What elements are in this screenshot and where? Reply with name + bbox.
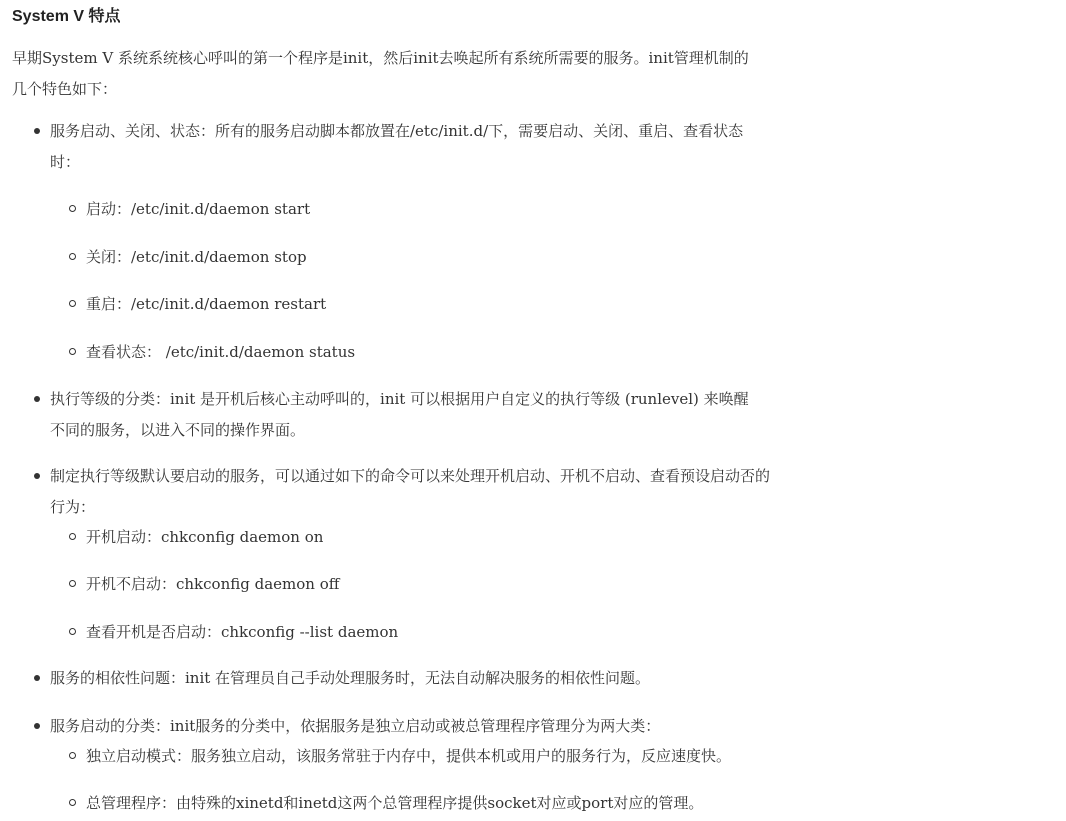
bullet-disc-icon — [34, 473, 40, 479]
bullet-circle-icon — [69, 300, 76, 307]
sub-item-start — [86, 194, 946, 225]
sub-item-chkconfig-off — [86, 569, 946, 600]
list-item-service-control — [50, 116, 930, 178]
list-item-line: 制定执行等级默认要启动的服务，可以通过如下的命令可以来处理开机启动、开机不启动、查看预设启动否的 — [50, 467, 771, 485]
bullet-circle-icon — [69, 533, 76, 540]
bullet-circle-icon — [69, 205, 76, 212]
bullet-disc-icon — [34, 128, 40, 134]
list-item-runlevel — [50, 384, 930, 446]
sub-item-text: 开机不启动：chkconfig daemon off — [86, 575, 340, 593]
list-item-dependency — [50, 663, 930, 694]
sub-item-status — [86, 337, 946, 368]
bullet-disc-icon — [34, 396, 40, 402]
sub-item-text: 关闭：/etc/init.d/daemon stop — [86, 248, 307, 266]
list-item-line: 服务启动、关闭、状态：所有的服务启动脚本都放置在/etc/init.d/下，需要启动、关闭、重启、查看状态 — [50, 122, 744, 140]
list-item-line: 行为： — [50, 498, 96, 516]
list-item-default-services — [50, 461, 930, 523]
sub-item-stop — [86, 242, 946, 273]
list-item-line: 执行等级的分类：init 是开机后核心主动呼叫的，init 可以根据用户自定义的执行等级 (runlevel) 来唤醒 — [50, 390, 749, 408]
list-item-service-categories — [50, 711, 930, 742]
sub-item-restart — [86, 289, 946, 320]
section-heading: System V 特点 — [12, 8, 121, 25]
bullet-disc-icon — [34, 675, 40, 681]
list-item-line: 不同的服务，以进入不同的操作界面。 — [50, 421, 306, 439]
sub-item-text: 开机启动：chkconfig daemon on — [86, 528, 324, 546]
list-item-line: 服务的相依性问题：init 在管理员自己手动处理服务时，无法自动解决服务的相依性问题。 — [50, 669, 651, 687]
sub-item-text: 查看开机是否启动：chkconfig --list daemon — [86, 623, 399, 641]
sub-item-text: 查看状态： /etc/init.d/daemon status — [86, 343, 356, 361]
list-item-line: 服务启动的分类：init服务的分类中，依据服务是独立启动或被总管理程序管理分为两大类： — [50, 717, 661, 735]
sub-item-chkconfig-list — [86, 617, 946, 648]
intro-line: 几个特色如下： — [12, 80, 118, 98]
sub-item-super-daemon — [86, 788, 946, 819]
bullet-circle-icon — [69, 253, 76, 260]
list-item-line: 时： — [50, 153, 81, 171]
sub-item-standalone — [86, 741, 946, 772]
sub-item-text: 启动：/etc/init.d/daemon start — [86, 200, 311, 218]
bullet-disc-icon — [34, 723, 40, 729]
intro-line: 早期System V 系统系统核心呼叫的第一个程序是init，然后init去唤起所有系统所需要的服务。init管理机制的 — [12, 49, 749, 67]
bullet-circle-icon — [69, 628, 76, 635]
sub-item-text: 总管理程序：由特殊的xinetd和inetd这两个总管理程序提供socket对应或port对应的管理。 — [86, 794, 704, 812]
sub-item-text: 独立启动模式：服务独立启动，该服务常驻于内存中，提供本机或用户的服务行为，反应速度快。 — [86, 747, 732, 765]
bullet-circle-icon — [69, 348, 76, 355]
bullet-circle-icon — [69, 580, 76, 587]
sub-item-chkconfig-on — [86, 522, 946, 553]
bullet-circle-icon — [69, 752, 76, 759]
sub-item-text: 重启：/etc/init.d/daemon restart — [86, 295, 327, 313]
bullet-circle-icon — [69, 799, 76, 806]
intro-paragraph — [12, 43, 922, 105]
